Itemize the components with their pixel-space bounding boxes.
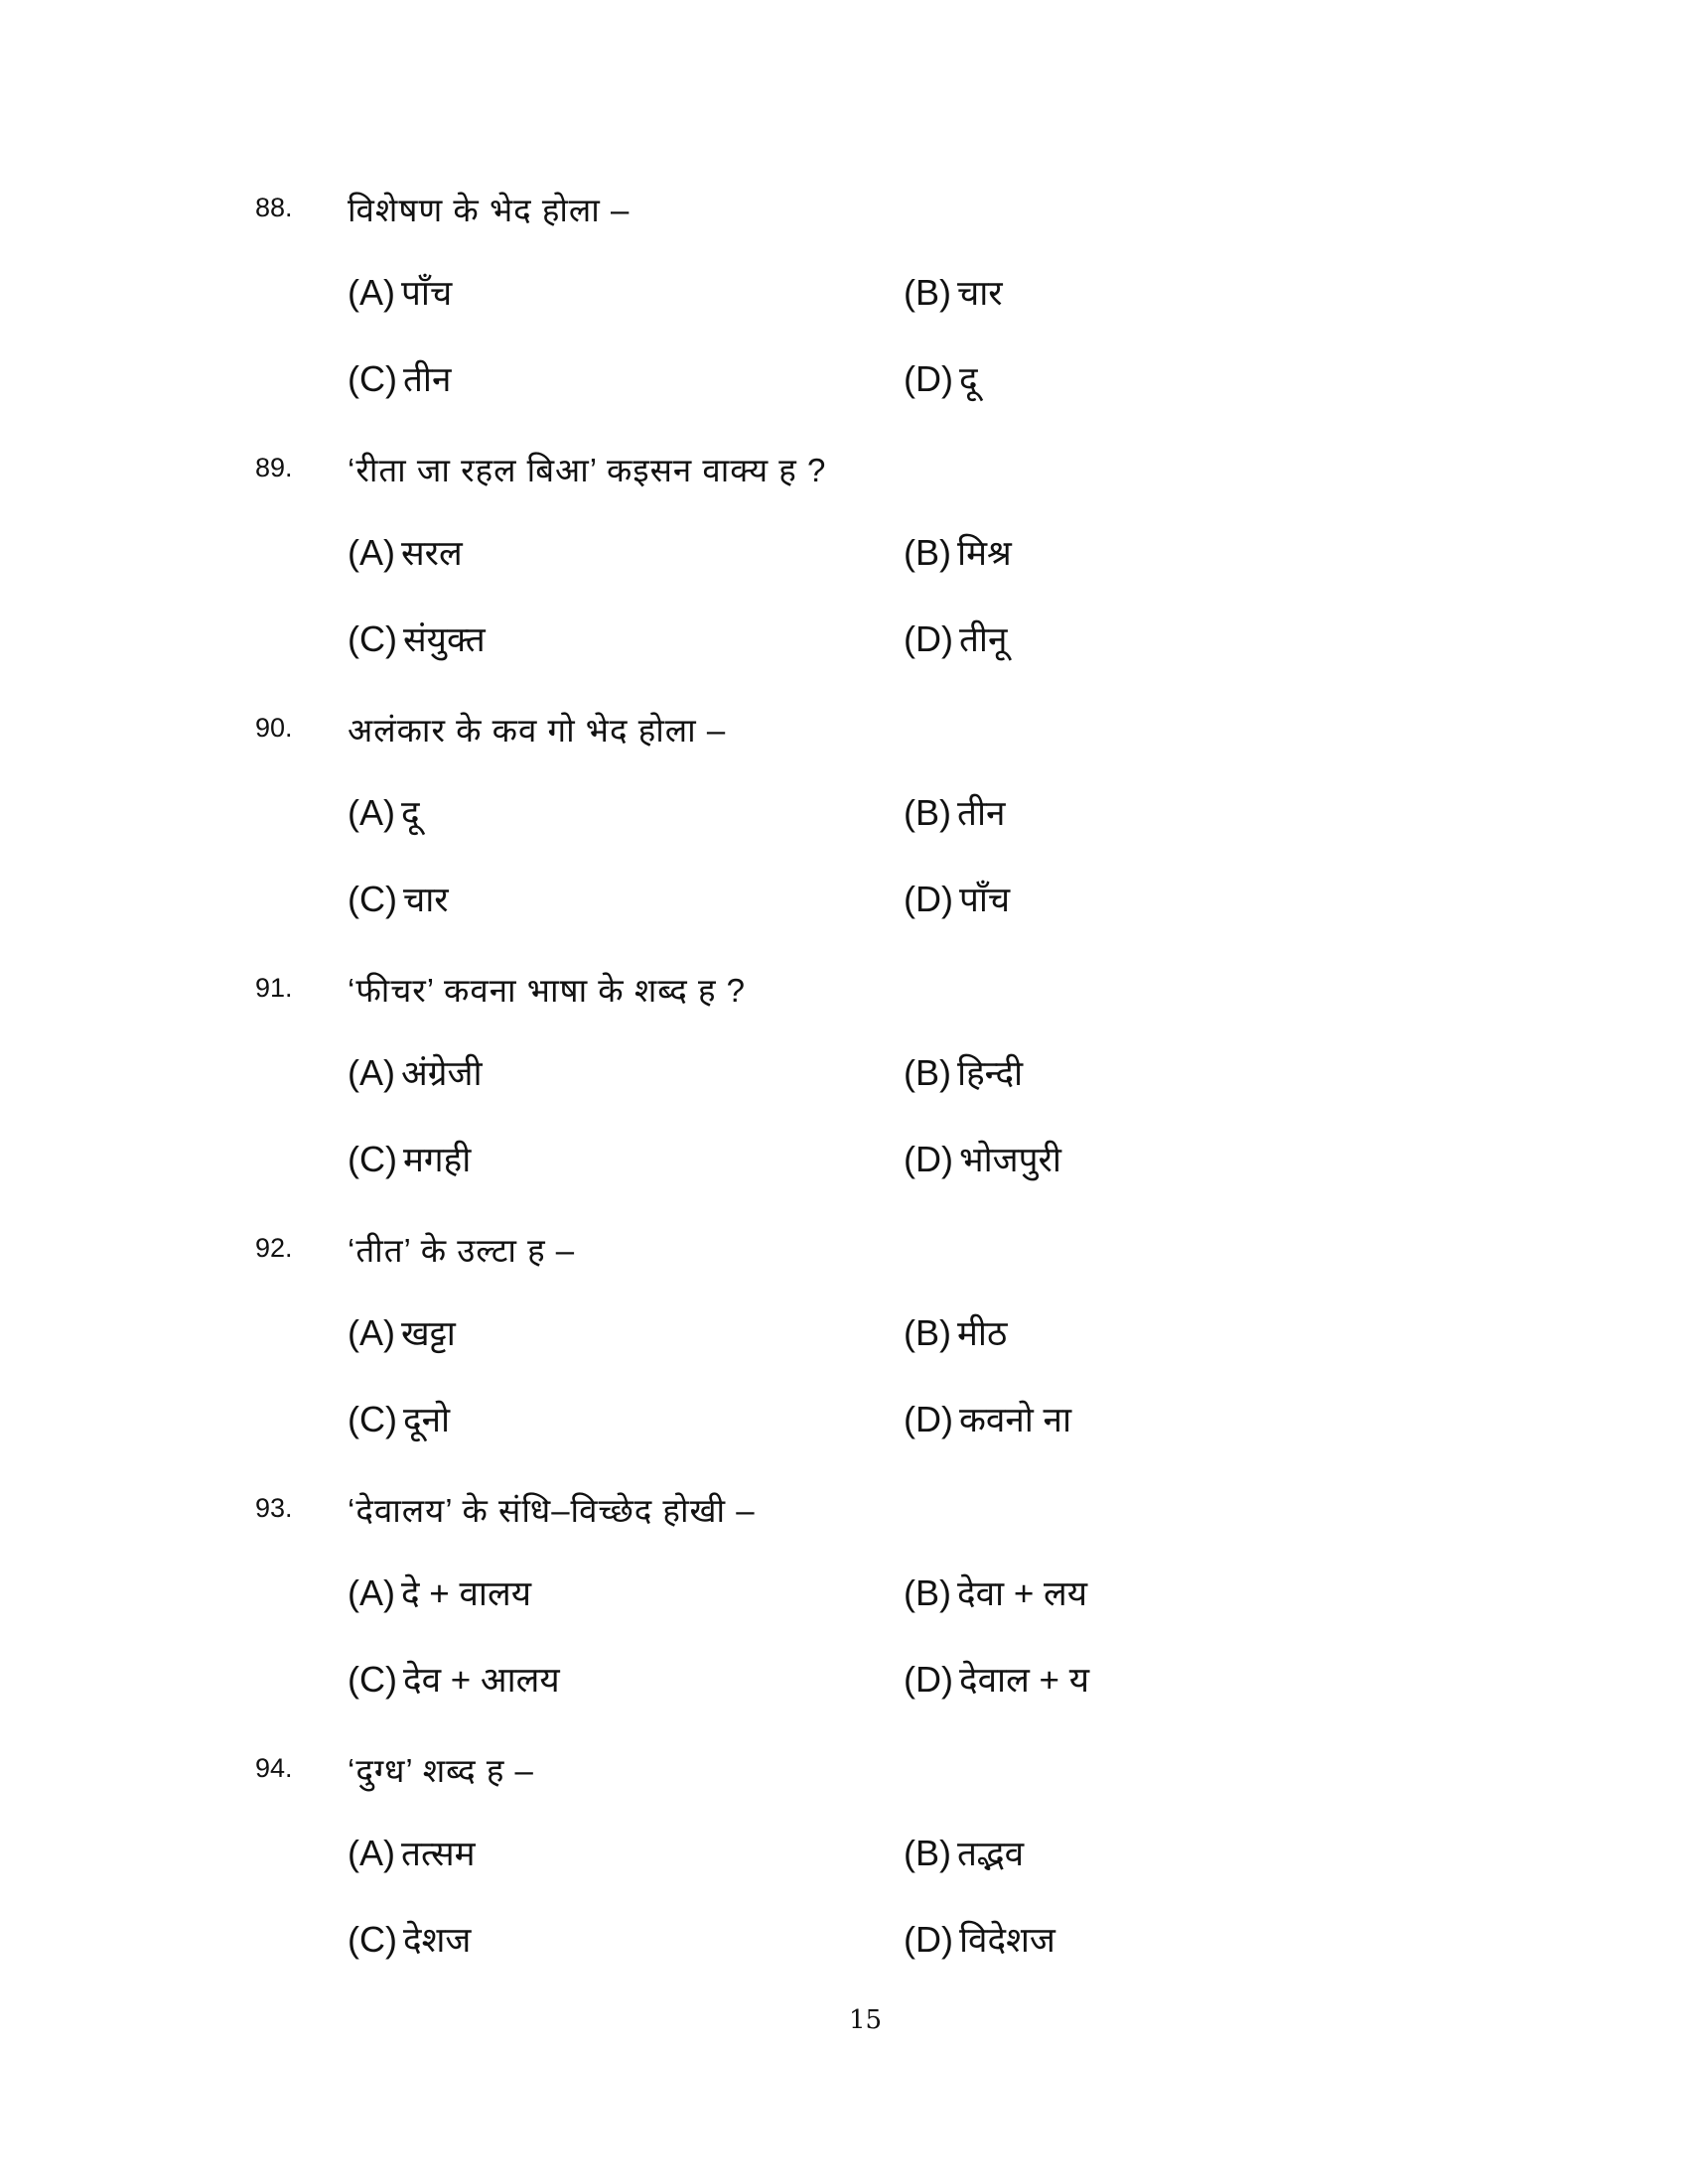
question-89: [0, 447, 1688, 707]
question-number: 89.: [255, 453, 293, 482]
question-92: [0, 1227, 1688, 1487]
option-d: [904, 1918, 1055, 1962]
option-a: [348, 271, 452, 315]
option-text: भोजपुरी: [958, 1141, 1061, 1179]
option-text: देवा + लय: [957, 1574, 1088, 1613]
option-b: [904, 791, 1005, 835]
option-label: (D): [904, 1919, 953, 1960]
option-label: (C): [348, 1399, 397, 1439]
option-d: [904, 357, 978, 401]
option-label: (A): [348, 1052, 395, 1093]
option-text: तत्सम: [401, 1835, 476, 1873]
option-text: तीन: [402, 360, 452, 399]
question-text: ‘फीचर’ कवना भाषा के शब्द ह ?: [348, 972, 746, 1009]
option-text: मीठ: [957, 1314, 1008, 1353]
option-text: तद्भव: [957, 1835, 1025, 1873]
option-text: कवनो ना: [958, 1401, 1072, 1439]
option-text: देवाल + य: [958, 1661, 1090, 1700]
option-text: देव + आलय: [402, 1661, 560, 1700]
option-b: [904, 271, 1003, 315]
question-93: [0, 1487, 1688, 1747]
option-c: [348, 1918, 471, 1962]
option-c: [348, 357, 451, 401]
question-number: 90.: [255, 713, 293, 743]
option-label: (B): [904, 1833, 951, 1873]
option-text: मगही: [402, 1141, 472, 1179]
option-a: [348, 791, 420, 835]
question-number: 92.: [255, 1233, 293, 1263]
option-label: (B): [904, 1572, 951, 1613]
option-label: (B): [904, 532, 951, 573]
option-text: संयुक्त: [402, 620, 486, 659]
option-text: विदेशज: [958, 1921, 1055, 1960]
option-label: (C): [348, 879, 397, 919]
question-number: 94.: [255, 1753, 293, 1783]
option-d: [904, 878, 1010, 921]
option-text: दू: [401, 794, 420, 833]
option-label: (C): [348, 1919, 397, 1960]
question-text: विशेषण के भेद होला –: [348, 192, 631, 228]
option-a: [348, 531, 463, 575]
question-text: ‘देवालय’ के संधि–विच्छेद होखी –: [348, 1492, 756, 1529]
option-text: दे + वालय: [401, 1574, 532, 1613]
option-label: (B): [904, 792, 951, 833]
option-c: [348, 1138, 471, 1181]
question-88: [0, 187, 1688, 447]
option-d: [904, 617, 1007, 661]
option-label: (C): [348, 1139, 397, 1179]
option-b: [904, 1571, 1087, 1615]
option-label: (B): [904, 272, 951, 313]
question-number: 93.: [255, 1493, 293, 1523]
option-text: खट्टा: [401, 1314, 456, 1353]
option-b: [904, 1832, 1024, 1875]
option-b: [904, 531, 1012, 575]
option-d: [904, 1658, 1089, 1702]
option-d: [904, 1398, 1071, 1441]
option-label: (A): [348, 272, 395, 313]
option-label: (B): [904, 1312, 951, 1353]
option-a: [348, 1832, 476, 1875]
option-text: अंग्रेजी: [401, 1054, 483, 1093]
option-label: (A): [348, 1312, 395, 1353]
option-text: पाँच: [958, 881, 1011, 919]
option-a: [348, 1051, 483, 1095]
option-label: (C): [348, 618, 397, 659]
question-text: ‘रीता जा रहल बिआ’ कइसन वाक्य ह ?: [348, 452, 827, 488]
option-label: (A): [348, 1833, 395, 1873]
option-b: [904, 1051, 1023, 1095]
option-label: (C): [348, 1659, 397, 1700]
option-text: हिन्दी: [957, 1054, 1024, 1093]
question-text: ‘दुग्ध’ शब्द ह –: [348, 1752, 534, 1789]
option-text: चार: [957, 274, 1003, 313]
question-90: [0, 707, 1688, 967]
option-c: [348, 1658, 560, 1702]
option-text: तीन: [957, 794, 1006, 833]
option-text: सरल: [401, 534, 463, 573]
option-text: दूनो: [402, 1401, 451, 1439]
page-number: 15: [849, 2005, 883, 2035]
option-label: (A): [348, 532, 395, 573]
question-text: अलंकार के कव गो भेद होला –: [348, 712, 727, 749]
question-text: ‘तीत’ के उल्टा ह –: [348, 1232, 576, 1269]
option-text: पाँच: [401, 274, 453, 313]
option-a: [348, 1311, 456, 1355]
option-text: चार: [402, 881, 449, 919]
option-label: (D): [904, 618, 953, 659]
option-c: [348, 878, 449, 921]
option-d: [904, 1138, 1061, 1181]
option-label: (D): [904, 879, 953, 919]
option-c: [348, 1398, 450, 1441]
option-c: [348, 617, 486, 661]
question-number: 91.: [255, 973, 293, 1003]
option-label: (D): [904, 1659, 953, 1700]
option-label: (D): [904, 1399, 953, 1439]
option-text: देशज: [402, 1921, 472, 1960]
option-text: दू: [958, 360, 978, 399]
option-label: (A): [348, 1572, 395, 1613]
question-number: 88.: [255, 193, 293, 222]
option-label: (C): [348, 358, 397, 399]
option-text: तीनू: [958, 620, 1008, 659]
option-a: [348, 1571, 531, 1615]
option-label: (D): [904, 1139, 953, 1179]
option-label: (B): [904, 1052, 951, 1093]
question-91: [0, 967, 1688, 1227]
option-label: (A): [348, 792, 395, 833]
option-label: (D): [904, 358, 953, 399]
option-b: [904, 1311, 1007, 1355]
question-94: [0, 1747, 1688, 2007]
option-text: मिश्र: [957, 534, 1012, 573]
